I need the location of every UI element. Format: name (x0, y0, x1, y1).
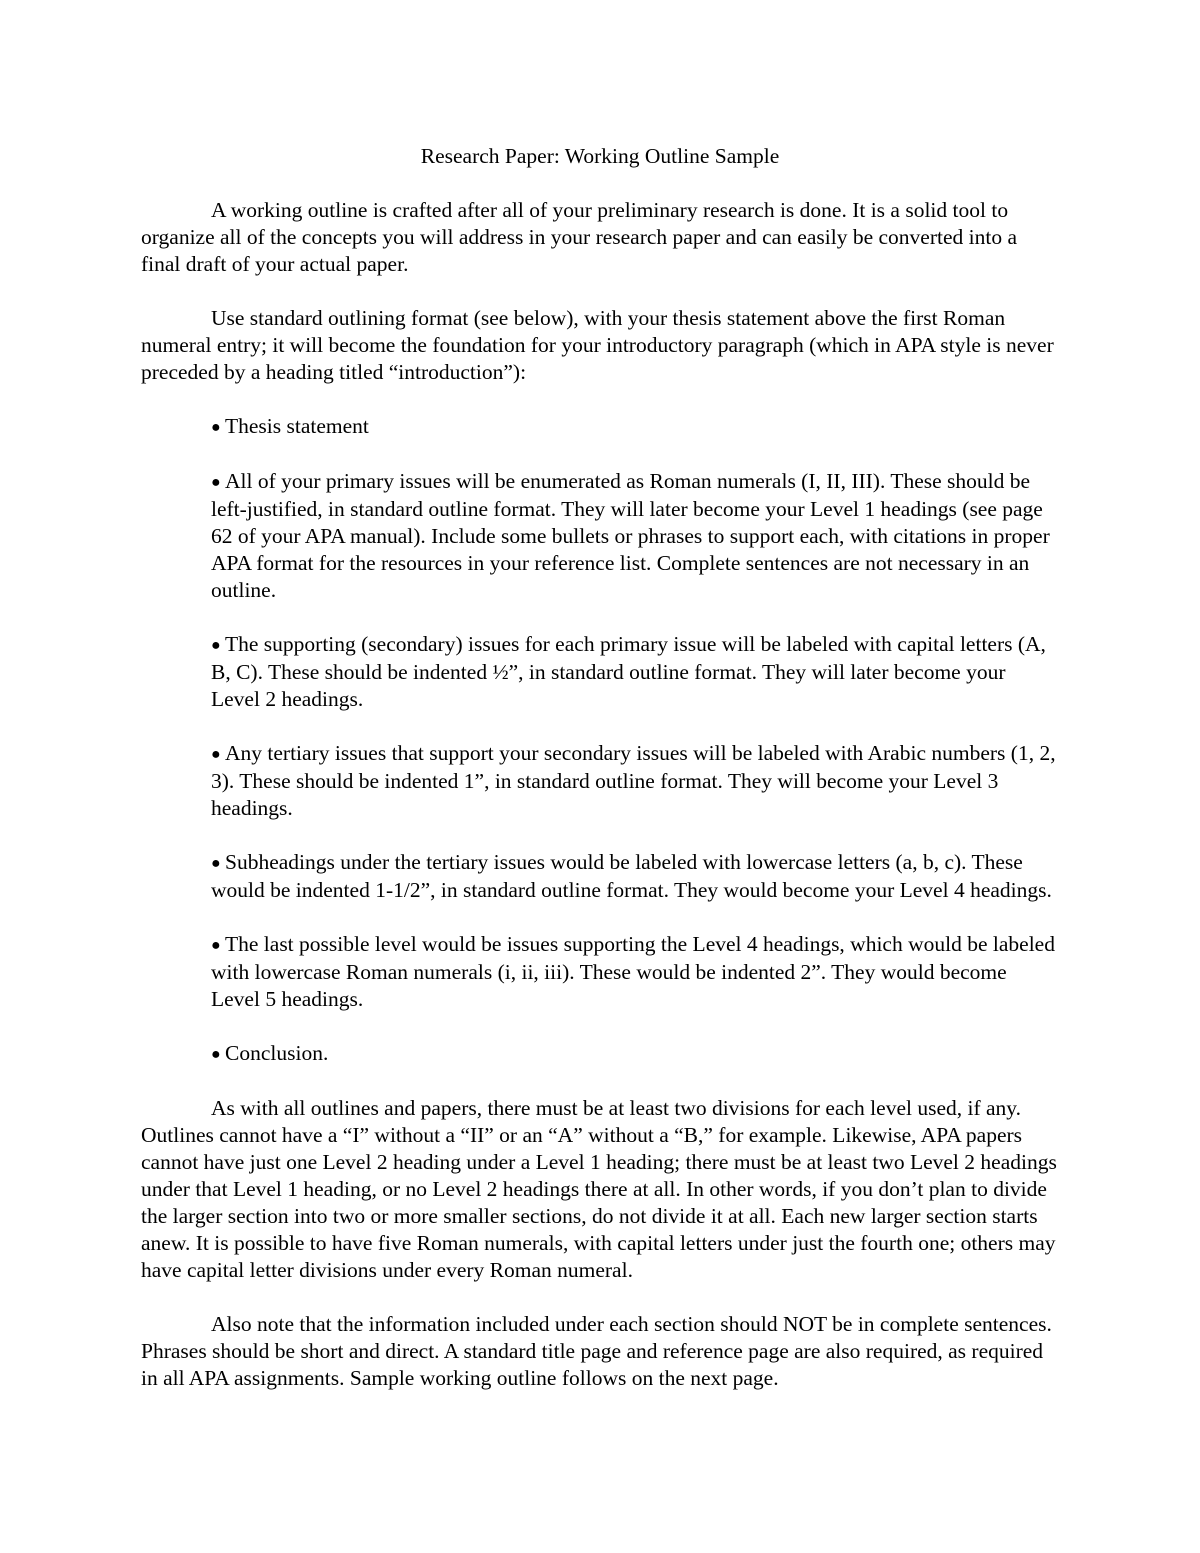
closing-paragraph: As with all outlines and papers, there must be at least two divisions for each level used, if any. Outlines cannot have a “I” without a “II” or an “A” without a “B,” for example. Likewise, APA papers cannot have just one Level 2 heading under a Level 1 heading; there must be at least two Level 2 headings under that Level 1 heading, or no Level 2 headings there at all. In other words, if you don’t plan to divide the larger section into two or more smaller sections, do not divide it at all. Each new larger section starts anew. It is possible to have five Roman numerals, with capital letters under just the fourth one; others may have capital letter divisions under every Roman numeral. (141, 1096, 1057, 1282)
bullet-item (211, 740, 1059, 822)
bullet-icon: ● (211, 1046, 221, 1063)
bullet-icon: ● (211, 937, 221, 954)
bullet-icon: ● (211, 419, 221, 436)
bullet-item (211, 631, 1059, 713)
bullet-text: Conclusion. (225, 1041, 329, 1065)
bullet-icon: ● (211, 474, 221, 491)
intro-paragraph: Use standard outlining format (see below), with your thesis statement above the first Roman numeral entry; it will become the foundation for your introductory paragraph (which in APA style is never preceded by a heading titled “introduction”): (141, 306, 1054, 384)
document-title: Research Paper: Working Outline Sample (420, 144, 780, 168)
bullet-icon: ● (211, 746, 221, 763)
bullet-text: The supporting (secondary) issues for each primary issue will be labeled with capital letters (A, B, C). These should be indented ½”, in standard outline format. They will later become your Level 2 headings. (211, 632, 1046, 711)
closing-paragraph: Also note that the information included under each section should NOT be in complete sentences. Phrases should be short and direct. A standard title page and reference page are also required, as required in all APA assignments. Sample working outline follows on the next page. (141, 1312, 1052, 1390)
bullet-item (211, 931, 1059, 1013)
bullet-item (211, 413, 1059, 441)
outline-bullet-list (141, 413, 1059, 1068)
bullet-text: Subheadings under the tertiary issues would be labeled with lowercase letters (a, b, c). These would be indented 1-1/2”, in standard outline format. They would become your Level 4 headings. (211, 850, 1052, 902)
bullet-item (211, 468, 1059, 604)
bullet-text: All of your primary issues will be enumerated as Roman numerals (I, II, III). These should be left-justified, in standard outline format. They will later become your Level 1 headings (see page 62 of your APA manual). Include some bullets or phrases to support each, with citations in proper APA format for the resources in your reference list. Complete sentences are not necessary in an outline. (211, 469, 1050, 602)
bullet-item (211, 849, 1059, 904)
intro-paragraph: A working outline is crafted after all of your preliminary research is done. It is a solid tool to organize all of the concepts you will address in your research paper and can easily be converted into a final draft of your actual paper. (141, 198, 1017, 276)
bullet-text: Any tertiary issues that support your secondary issues will be labeled with Arabic numbers (1, 2, 3). These should be indented 1”, in standard outline format. They will become your Level 3 headings. (211, 741, 1056, 820)
bullet-text: Thesis statement (225, 414, 369, 438)
bullet-text: The last possible level would be issues supporting the Level 4 headings, which would be labeled with lowercase Roman numerals (i, ii, iii). These would be indented 2”. They would become Level 5 headings. (211, 932, 1055, 1011)
document-body (141, 197, 1059, 1419)
bullet-icon: ● (211, 855, 221, 872)
bullet-icon: ● (211, 637, 221, 654)
bullet-item (211, 1040, 1059, 1068)
